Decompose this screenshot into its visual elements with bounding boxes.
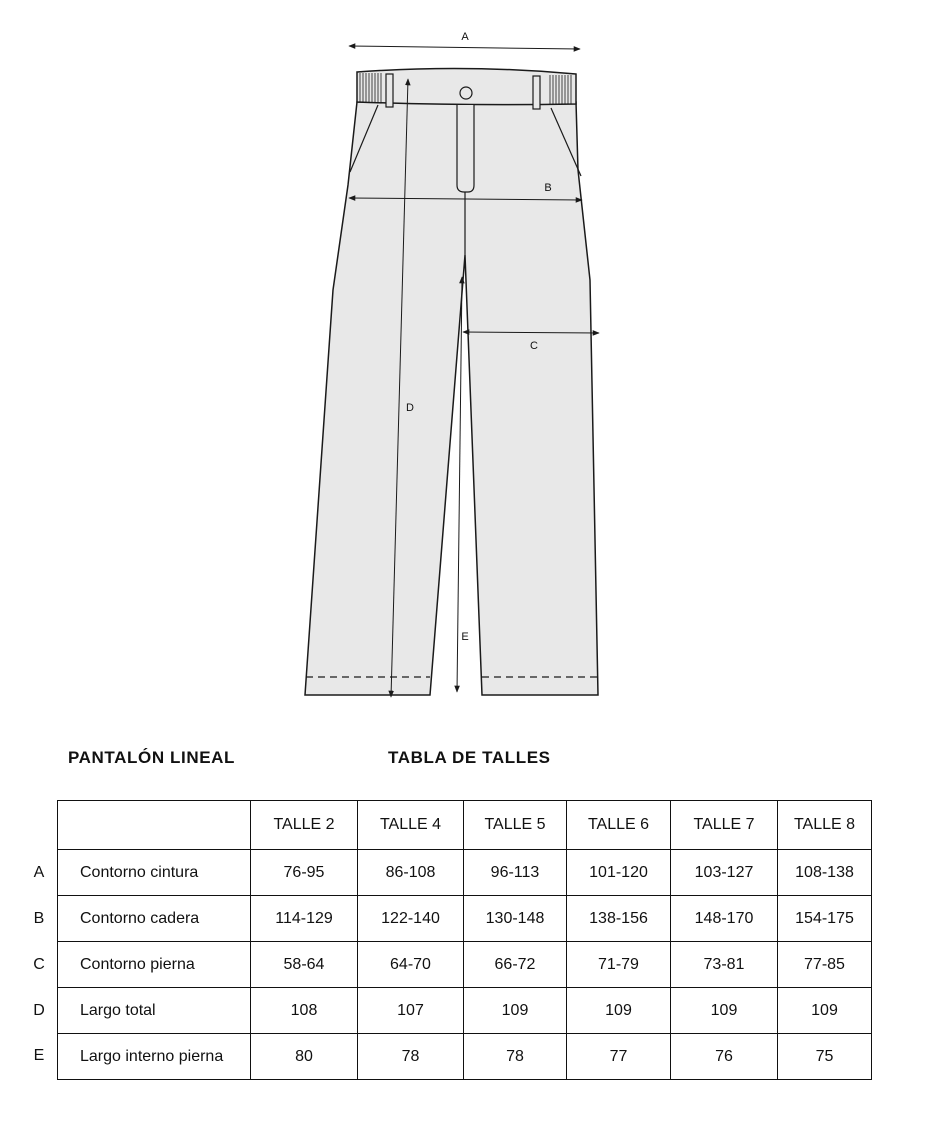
table-row [58, 850, 872, 896]
measurement-value: 78 [464, 1034, 567, 1080]
measurement-value: 154-175 [778, 896, 872, 942]
size-header: TALLE 4 [358, 801, 464, 850]
measurement-value: 76 [671, 1034, 778, 1080]
measurement-value: 148-170 [671, 896, 778, 942]
measurement-value: 96-113 [464, 850, 567, 896]
measurement-value: 64-70 [358, 942, 464, 988]
dimension-label-c: C [530, 340, 538, 352]
measurement-value: 71-79 [567, 942, 671, 988]
row-letter: E [33, 1047, 45, 1064]
size-table [57, 800, 872, 1080]
table-corner-cell [58, 801, 251, 850]
measurement-value: 76-95 [251, 850, 358, 896]
measurement-label: Contorno cintura [58, 850, 251, 896]
dimension-label-d: D [406, 402, 414, 414]
dimension-label-e: E [461, 631, 469, 643]
measurement-label: Largo interno pierna [58, 1034, 251, 1080]
row-letter: A [33, 864, 45, 881]
table-header-row [58, 801, 872, 850]
dimension-label-b: B [544, 182, 552, 194]
size-header: TALLE 7 [671, 801, 778, 850]
measurement-label: Largo total [58, 988, 251, 1034]
measurement-label: Contorno cadera [58, 896, 251, 942]
fly-placket [457, 105, 474, 192]
table-row [58, 988, 872, 1034]
measurement-value: 75 [778, 1034, 872, 1080]
measurement-value: 122-140 [358, 896, 464, 942]
measurement-value: 86-108 [358, 850, 464, 896]
belt-loop-left [386, 74, 393, 107]
measurement-value: 109 [671, 988, 778, 1034]
row-letter: D [33, 1002, 45, 1019]
pants-outline [305, 102, 598, 695]
measurement-value: 58-64 [251, 942, 358, 988]
table-row [58, 896, 872, 942]
measurement-value: 109 [778, 988, 872, 1034]
row-letter: B [33, 910, 45, 927]
measurement-value: 66-72 [464, 942, 567, 988]
product-title: PANTALÓN LINEAL [68, 748, 236, 767]
measurement-value: 101-120 [567, 850, 671, 896]
size-header: TALLE 8 [778, 801, 872, 850]
dimension-label-a: A [461, 31, 469, 43]
measurement-value: 108 [251, 988, 358, 1034]
measurement-value: 109 [464, 988, 567, 1034]
belt-loop-right [533, 76, 540, 109]
dimension-arrow-a [349, 46, 580, 49]
table-row [58, 942, 872, 988]
measurement-label: Contorno pierna [58, 942, 251, 988]
measurement-value: 78 [358, 1034, 464, 1080]
measurement-value: 109 [567, 988, 671, 1034]
size-header: TALLE 6 [567, 801, 671, 850]
measurement-value: 130-148 [464, 896, 567, 942]
measurement-value: 77 [567, 1034, 671, 1080]
measurement-value: 108-138 [778, 850, 872, 896]
table-title: TABLA DE TALLES [388, 748, 551, 767]
measurement-value: 77-85 [778, 942, 872, 988]
row-letter: C [33, 956, 45, 973]
measurement-value: 80 [251, 1034, 358, 1080]
size-header: TALLE 2 [251, 801, 358, 850]
waist-button [460, 87, 472, 99]
table-row [58, 1034, 872, 1080]
measurement-value: 103-127 [671, 850, 778, 896]
measurement-value: 138-156 [567, 896, 671, 942]
measurement-value: 107 [358, 988, 464, 1034]
measurement-value: 114-129 [251, 896, 358, 942]
measurement-value: 73-81 [671, 942, 778, 988]
size-header: TALLE 5 [464, 801, 567, 850]
